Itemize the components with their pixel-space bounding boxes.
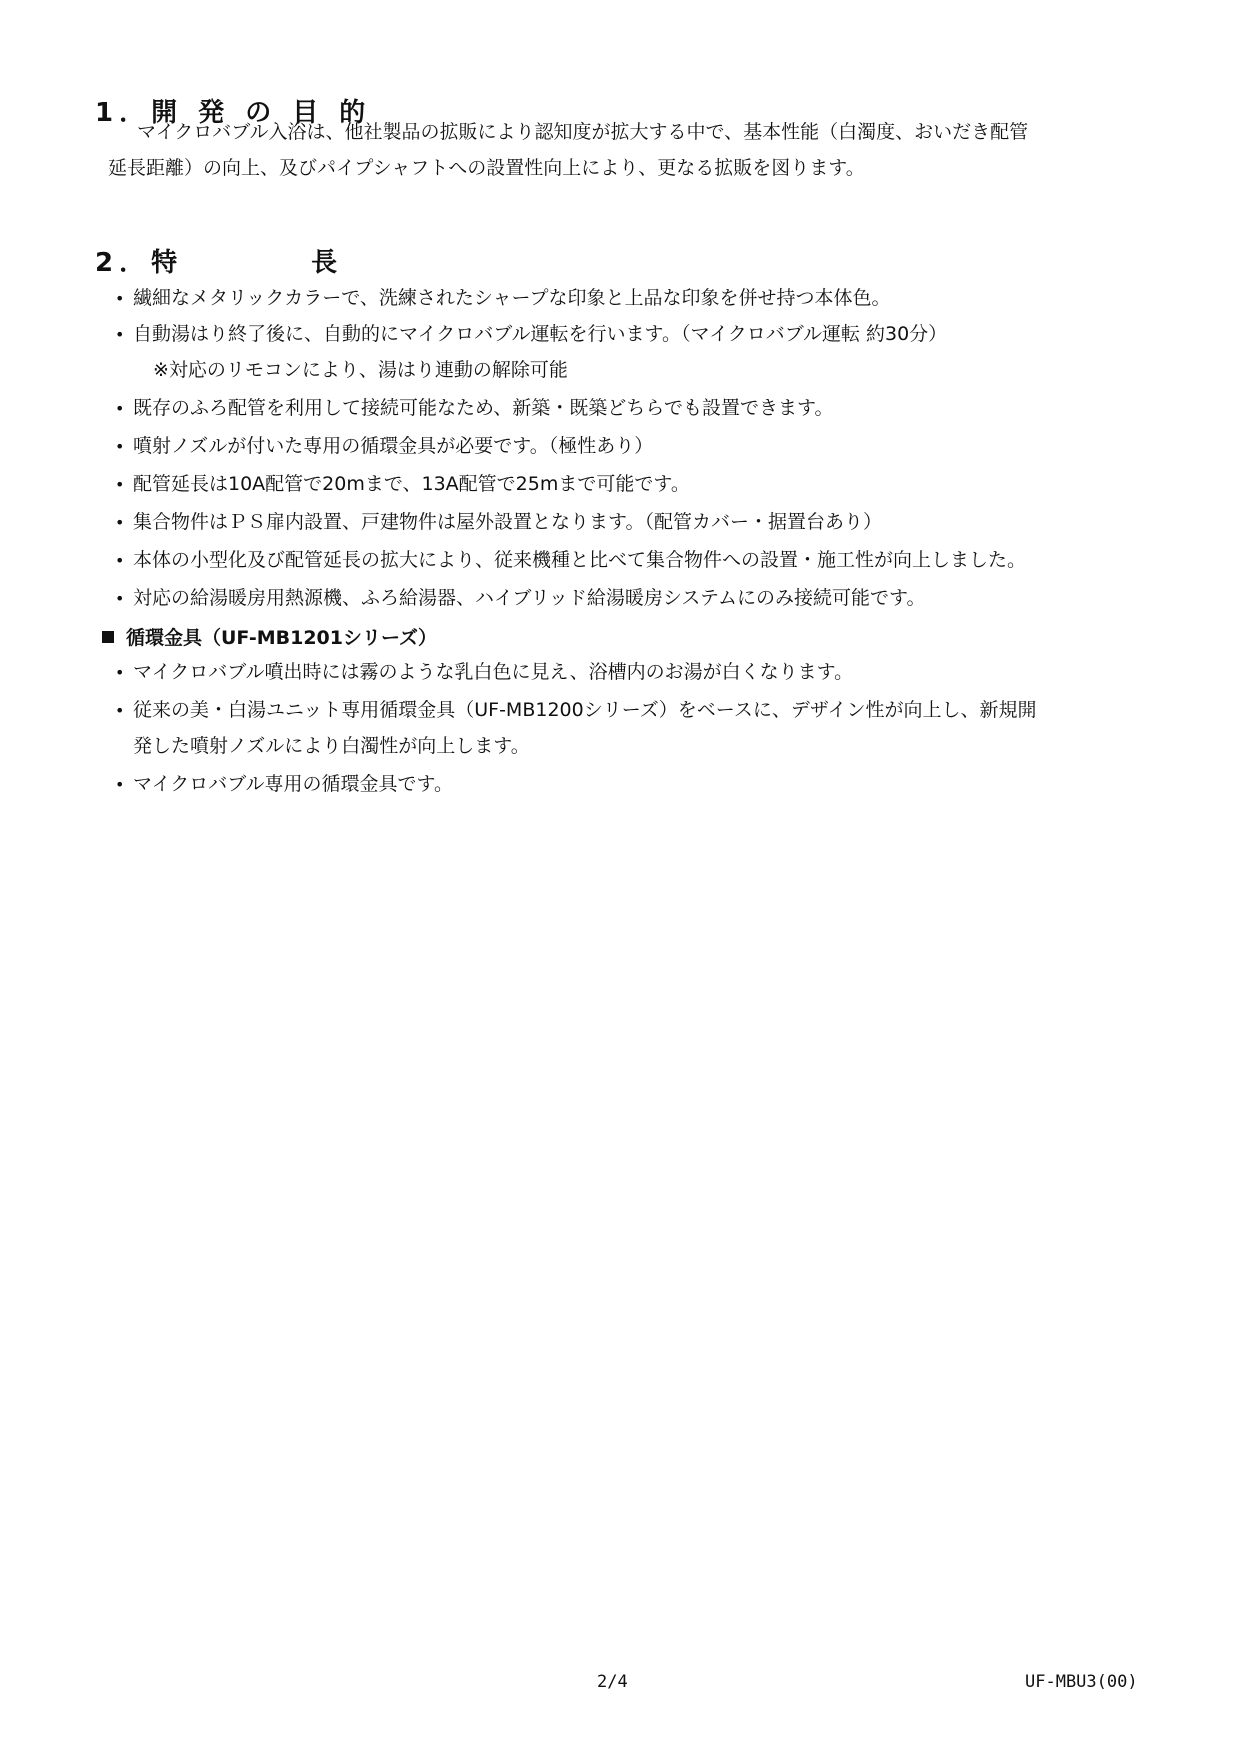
bullet-icon: • xyxy=(115,663,125,682)
bullet-icon: • xyxy=(115,775,125,794)
feature-item xyxy=(115,510,882,535)
fitting-item-continuation: 発した噴射ノズルにより白濁性が向上します。 xyxy=(133,735,530,757)
feature-item xyxy=(115,548,1026,573)
fitting-item xyxy=(115,698,1037,723)
feature-item xyxy=(115,286,891,311)
feature-note: ※対応のリモコンにより、湯はり連動の解除可能 xyxy=(153,359,568,381)
feature-item xyxy=(115,322,947,347)
feature-item xyxy=(115,396,834,421)
feature-text: 対応の給湯暖房用熱源機、ふろ給湯器、ハイブリッド給湯暖房システムにのみ接続可能です。 xyxy=(133,587,926,609)
feature-item xyxy=(115,586,926,611)
bullet-icon: • xyxy=(115,437,125,456)
feature-text: 本体の小型化及び配管延長の拡大により、従来機種と比べて集合物件への設置・施工性が向上しました。 xyxy=(133,549,1027,571)
feature-item xyxy=(115,472,690,497)
section1-line-2: 延長距離）の向上、及びパイプシャフトへの設置性向上により、更なる拡販を図ります。 xyxy=(108,157,865,179)
square-bullet-icon xyxy=(102,631,114,643)
feature-text: 繊細なメタリックカラーで、洗練されたシャープな印象と上品な印象を併せ持つ本体色。 xyxy=(133,287,891,309)
fitting-item xyxy=(115,660,853,685)
model-code: UF-MBU3(00) xyxy=(1025,1672,1138,1692)
feature-text: 集合物件はＰＳ扉内設置、戸建物件は屋外設置となります。（配管カバー・据置台あり） xyxy=(133,511,882,533)
fitting-text: マイクロバブル噴出時には霧のような乳白色に見え、浴槽内のお湯が白くなります。 xyxy=(133,661,854,683)
fitting-text: 従来の美・白湯ユニット専用循環金具（UF-MB1200シリーズ）をベースに、デザイン性が向上し、新規開 xyxy=(133,699,1037,721)
section2-heading: 2．特 長 xyxy=(95,248,344,278)
bullet-icon: • xyxy=(115,289,125,308)
fitting-heading xyxy=(102,623,437,650)
fitting-text: マイクロバブル専用の循環金具です。 xyxy=(133,773,453,795)
bullet-icon: • xyxy=(115,325,125,344)
feature-text: 配管延長は10A配管で20mまで、13A配管で25mまで可能です。 xyxy=(133,473,690,495)
bullet-icon: • xyxy=(115,701,125,720)
bullet-icon: • xyxy=(115,551,125,570)
section1-heading: 1．開 発 の 目 的 xyxy=(95,98,372,128)
bullet-icon: • xyxy=(115,589,125,608)
section1-line-1: マイクロバブル入浴は、他社製品の拡販により認知度が拡大する中で、基本性能（白濁度、おいだき配管 xyxy=(118,121,1029,143)
fitting-heading-text: 循環金具（UF-MB1201シリーズ） xyxy=(126,627,438,649)
feature-item xyxy=(115,434,653,459)
bullet-icon: • xyxy=(115,475,125,494)
feature-text: 自動湯はり終了後に、自動的にマイクロバブル運転を行います。（マイクロバブル運転 約30分） xyxy=(133,323,948,345)
bullet-icon: • xyxy=(115,513,125,532)
feature-text: 噴射ノズルが付いた専用の循環金具が必要です。（極性あり） xyxy=(133,435,654,457)
fitting-item xyxy=(115,772,453,797)
page-number: 2/4 xyxy=(597,1672,628,1692)
feature-text: 既存のふろ配管を利用して接続可能なため、新築・既築どちらでも設置できます。 xyxy=(133,397,834,419)
bullet-icon: • xyxy=(115,399,125,418)
